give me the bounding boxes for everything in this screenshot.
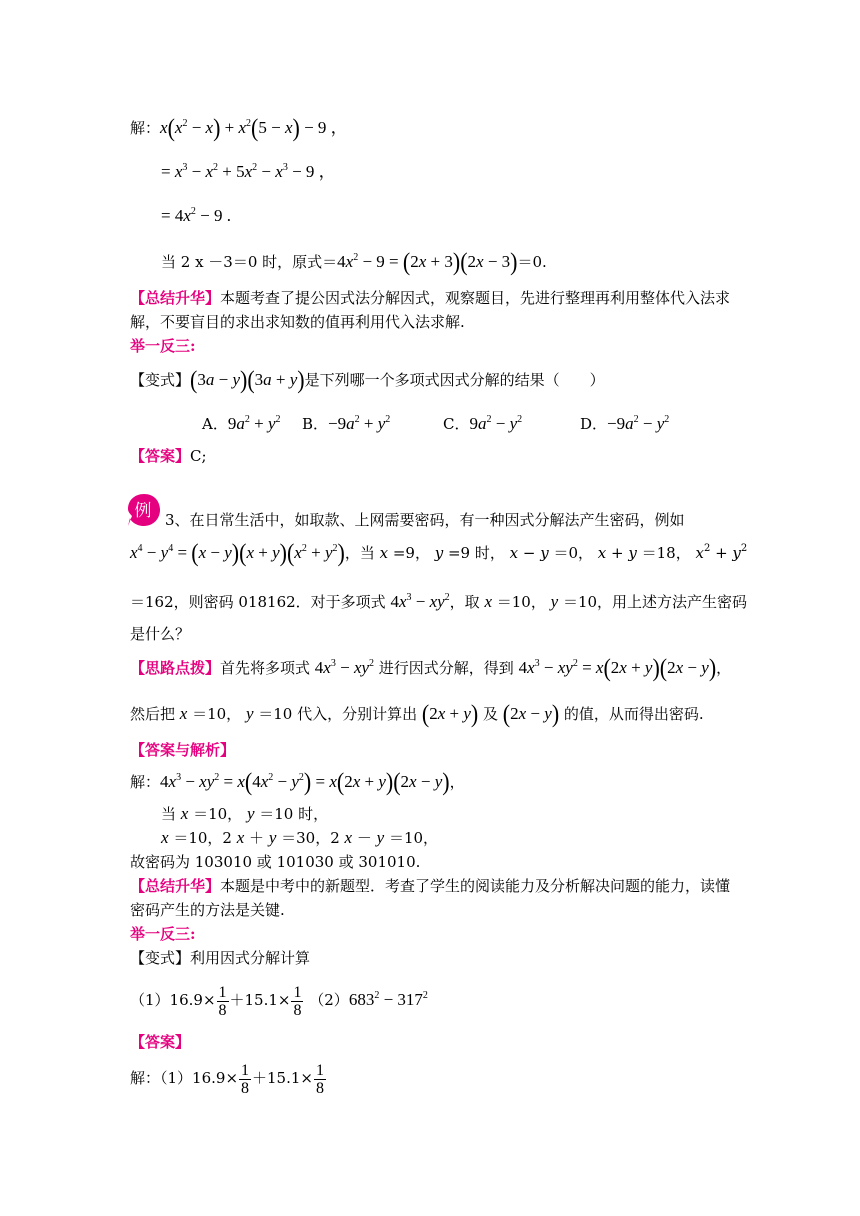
option-c[interactable]: C．$9a^2 - y^2$ [443, 414, 523, 433]
hint-line1: 【思路点拨】首先将多项式 $4x^3 - xy^2$ 进行因式分解，得到 $4x^3 - xy^2 = x(2x + y)(2x - y)$， [130, 653, 732, 682]
practice1-question: 【变式】(3a − y)(3a + y)是下列哪一个多项式因式分解的结果（ ） [130, 365, 605, 394]
summary2-line2: 密码产生的方法是关键. [130, 901, 285, 919]
fraction-one-eighth: $\frac{1}{8}$ [218, 983, 227, 1019]
hint-line2: 然后把 x ＝10， y ＝10 代入，分别计算出 (2x + y) 及 (2x − y) 的值，从而得出密码. [130, 699, 704, 728]
fraction-one-eighth: $\frac{1}{8}$ [241, 1061, 250, 1097]
analysis-tag: 【答案与解析】 [130, 741, 236, 759]
when-text: 当 2 x －3＝0 时，原式＝ [161, 253, 338, 271]
example-number: 3、 [165, 511, 190, 529]
analysis-line1: 解：$4x^3 - xy^2 = x(4x^2 - y^2) = x(2x + y)(2x - y)$， [130, 767, 465, 796]
option-a[interactable]: A．$9a^2 + y^2$ [202, 414, 281, 433]
practice2-variant: 【变式】利用因式分解计算 [130, 949, 311, 967]
analysis-line2: 当 x ＝10， y ＝10 时， [161, 804, 329, 823]
example3-line1: 3、在日常生活中，如取款、上网需要密码，有一种因式分解法产生密码，例如 [165, 511, 685, 529]
summary1-line2: 解，不要盲目的求出求知数的值再利用代入法求解. [130, 313, 465, 331]
fraction-one-eighth: $\frac{1}{8}$ [315, 1061, 324, 1097]
practice2-tag: 举一反三: [130, 925, 196, 943]
practice2-answer-tag: 【答案】 [130, 1033, 191, 1051]
option-b[interactable]: B．$-9a^2 + y^2$ [302, 414, 391, 433]
fraction-one-eighth: $\frac{1}{8}$ [293, 983, 302, 1019]
practice2-solution: 解：（1）16.9× $\frac{1}{8}$ ＋15.1× $\frac{1}{8}$ [130, 1061, 324, 1097]
svg-text:例: 例 [134, 501, 152, 521]
summary1-tag: 【总结升华】 [130, 289, 221, 307]
solution-step-2: = $x^3 - x^2 + 5x^2 - x^3 - 9$ ， [161, 162, 336, 181]
summary2-line1: 【总结升华】本题是中考中的新题型．考查了学生的阅读能力及分析解决问题的能力，读懂 [130, 877, 731, 895]
practice1-answer: 【答案】C; [130, 447, 207, 465]
practice1-tag: 举一反三: [130, 337, 196, 355]
option-d[interactable]: D．$-9a^2 - y^2$ [580, 414, 670, 433]
analysis-line4: 故密码为 103010 或 101030 或 301010. [130, 853, 421, 871]
example3-line4: 是什么？ [130, 625, 191, 643]
example3-line3: ＝162，则密码 018162．对于多项式 $4x^3 - xy^2$，取 x ＝10， y ＝10，用上述方法产生密码 [130, 592, 748, 611]
solution-step-1: 解：$x(x^2 - x) + x^2(5 - x) - 9$ ， [130, 113, 348, 142]
solution-prefix: 解： [130, 119, 161, 137]
summary1-line1: 【总结升华】本题考查了提公因式法分解因式，观察题目，先进行整理再利用整体代入法求 [130, 289, 731, 307]
when-end: ＝0. [517, 253, 547, 271]
example-badge-icon [126, 492, 162, 528]
analysis-line3: x ＝10，2 x ＋ y ＝30，2 x － y ＝10， [161, 828, 439, 847]
example3-line2: $x^4 - y^4 = (x - y)(x + y)(x^2 + y^2)$，当 x =9， y =9 时， x − y ＝0， x + y ＝18， $x^2 + y^2$ [130, 538, 748, 567]
practice2-question: （1）16.9× $\frac{1}{8}$ ＋15.1× $\frac{1}{8}$ $(2)683^2 - 317^2$ [130, 983, 428, 1019]
solution-step-3: = $4x^2 - 9$ . [161, 206, 231, 225]
solution-when: 当 2 x －3＝0 时，原式$=4x^2 - 9 = (2x + 3)(2x - 3)=0$. [161, 247, 547, 276]
variant-tag: 【变式】 [130, 371, 191, 389]
